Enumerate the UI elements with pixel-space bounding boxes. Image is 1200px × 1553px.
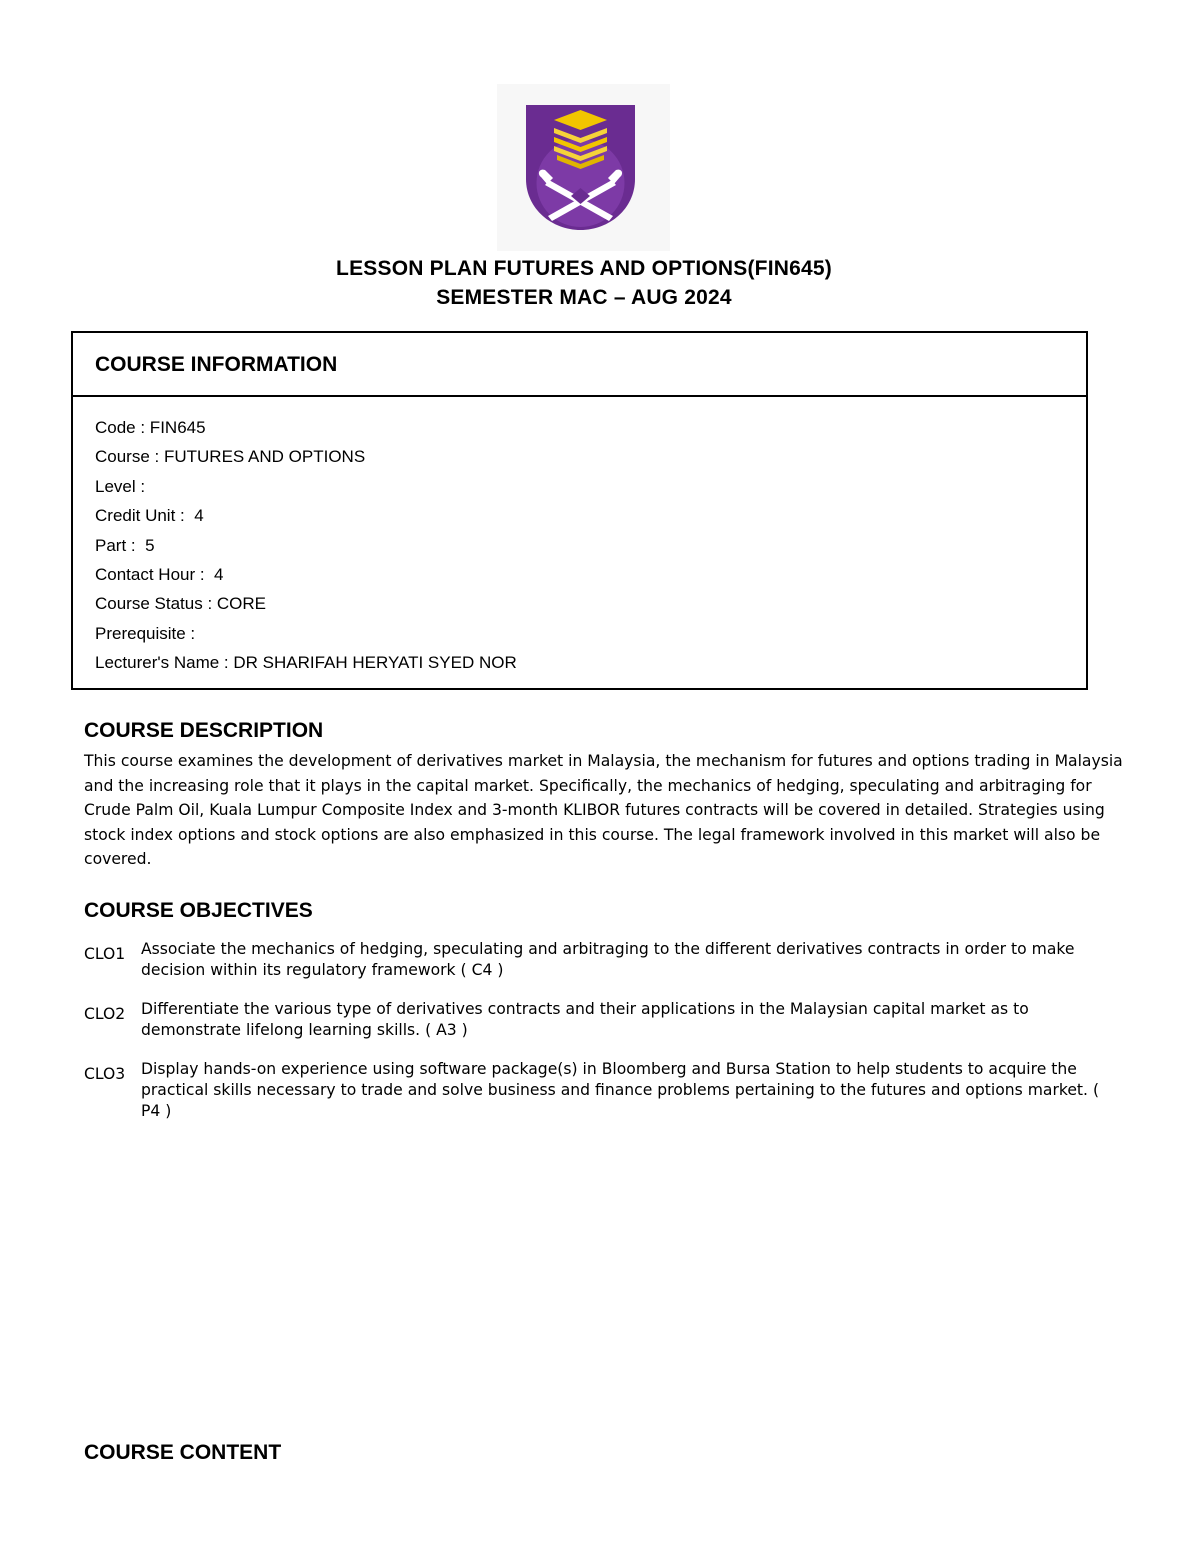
course-information-header: [73, 333, 1086, 397]
info-credit-unit: Credit Unit : 4: [95, 506, 204, 526]
course-content-heading: COURSE CONTENT: [84, 1441, 282, 1464]
objective-code: CLO2: [84, 1005, 126, 1023]
course-description-heading: COURSE DESCRIPTION: [84, 719, 324, 742]
info-prerequisite: Prerequisite :: [95, 623, 196, 643]
document-subtitle: SEMESTER MAC – AUG 2024: [436, 286, 732, 309]
objective-text: Differentiate the various type of derivatives contracts and their applications in the Malaysian capital market as to demonstrate lifelong learning skills. ( A3 ): [141, 1000, 1029, 1039]
info-contact-hour: Contact Hour : 4: [95, 564, 224, 584]
info-part: Part : 5: [95, 535, 155, 555]
objective-text: Associate the mechanics of hedging, speculating and arbitraging to the different derivatives contracts in order to make decision within its regulatory framework ( C4 ): [141, 940, 1075, 979]
course-information-heading: COURSE INFORMATION: [95, 353, 338, 376]
objective-text: Display hands-on experience using software package(s) in Bloomberg and Bursa Station to help students to acquire the practical skills necessary to trade and solve business and finance problems pertaining to the futures and options market. ( P4 ): [141, 1060, 1100, 1120]
course-objectives-heading: COURSE OBJECTIVES: [84, 899, 313, 922]
document-title: LESSON PLAN FUTURES AND OPTIONS(FIN645): [336, 257, 832, 280]
objective-code: CLO1: [84, 945, 126, 963]
course-description-text: This course examines the development of derivatives market in Malaysia, the mechanism for futures and options trading in Malaysia and the increasing role that it plays in the capital market. Specifically, the mechanics of hedging, speculating and arbitraging for Crude Palm Oil, Kuala Lumpur Composite Index and 3-month KLIBOR futures contracts will be covered in detailed. Strategies using stock index options and stock options are also emphasized in this course. The legal framework involved in this market will also be covered.: [84, 752, 1123, 869]
info-level: Level :: [95, 476, 146, 496]
university-crest-icon: [497, 84, 670, 251]
course-information-box: [71, 331, 1088, 690]
info-course: Course : FUTURES AND OPTIONS: [95, 447, 366, 467]
course-information-list: [95, 413, 517, 678]
info-code: Code : FIN645: [95, 418, 206, 437]
objective-code: CLO3: [84, 1065, 126, 1083]
info-course-status: Course Status : CORE: [95, 594, 267, 614]
university-logo: [497, 84, 670, 251]
info-lecturer-name: Lecturer's Name : DR SHARIFAH HERYATI SYED NOR: [95, 653, 517, 673]
